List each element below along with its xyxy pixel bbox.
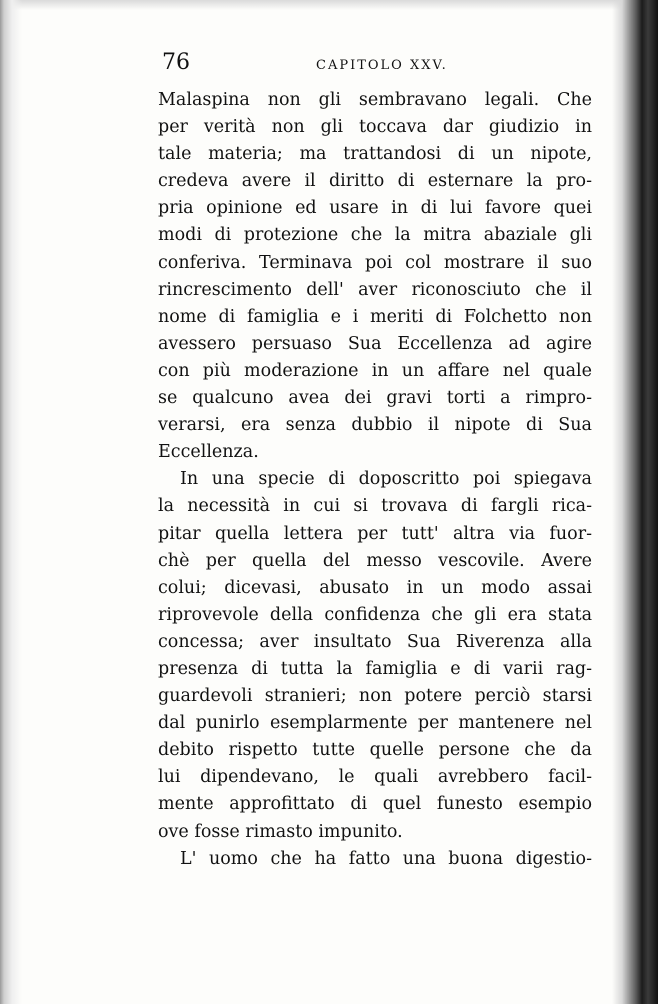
book-gutter-shadow	[612, 0, 658, 1004]
page-number: 76	[162, 50, 190, 75]
text-line: L' uomo che ha fatto una buona digestio-	[180, 848, 592, 869]
text-line: Malaspina non gli sembravano legali. Che	[158, 90, 592, 110]
text-line: la necessità in cui si trovava di fargli rica-	[158, 496, 592, 517]
text-line: pitar quella lettera per tutt' altra via fuor-	[158, 523, 592, 544]
text-line: con più moderazione in un affare nel quale	[158, 360, 592, 381]
text-line: chè per quella del messo vescovile. Avere	[158, 550, 592, 571]
text-line: verarsi, era senza dubbio il nipote di Sua	[158, 415, 592, 436]
text-line: rincrescimento dell' aver riconosciuto che il	[158, 279, 592, 300]
text-line: Eccellenza.	[158, 442, 259, 463]
page-left-edge-shadow	[0, 0, 22, 1004]
text-line: colui; dicevasi, abusato in un modo assai	[158, 577, 592, 598]
text-line: se qualcuno avea dei gravi torti a rimpro-	[158, 388, 592, 409]
page-top-shadow	[0, 0, 658, 10]
text-line: mente approfittato di quel funesto esempio	[158, 794, 592, 815]
chapter-title: CAPITOLO XXV.	[316, 58, 448, 73]
text-line: ove fosse rimasto impunito.	[158, 821, 403, 842]
text-line: credeva avere il diritto di esternare la pro-	[158, 171, 592, 192]
text-line: concessa; aver insultato Sua Riverenza alla	[158, 631, 592, 652]
text-line: dal punirlo esemplarmente per mantenere nel	[158, 713, 592, 734]
text-line: guardevoli stranieri; non potere perciò starsi	[158, 686, 592, 707]
text-line: per verità non gli toccava dar giudizio in	[158, 117, 592, 138]
text-line: tale materia; ma trattandosi di un nipote,	[158, 144, 592, 165]
text-line: modi di protezione che la mitra abaziale gli	[158, 225, 592, 246]
text-line: pria opinione ed usare in di lui favore quei	[158, 198, 592, 219]
text-line: presenza di tutta la famiglia e di varii rag-	[158, 658, 592, 679]
running-head	[158, 44, 592, 88]
text-line: lui dipendevano, le quali avrebbero facil-	[158, 767, 592, 788]
page-content	[158, 44, 592, 873]
text-line: riprovevole della confidenza che gli era stata	[158, 604, 592, 625]
text-line: In una specie di doposcritto poi spiegava	[180, 469, 592, 490]
body-text	[158, 87, 592, 873]
text-line: debito rispetto tutte quelle persone che da	[158, 740, 592, 761]
text-line: avessero persuaso Sua Eccellenza ad agire	[158, 333, 592, 354]
text-line: conferiva. Terminava poi col mostrare il suo	[158, 252, 592, 273]
text-line: nome di famiglia e i meriti di Folchetto non	[158, 306, 592, 327]
